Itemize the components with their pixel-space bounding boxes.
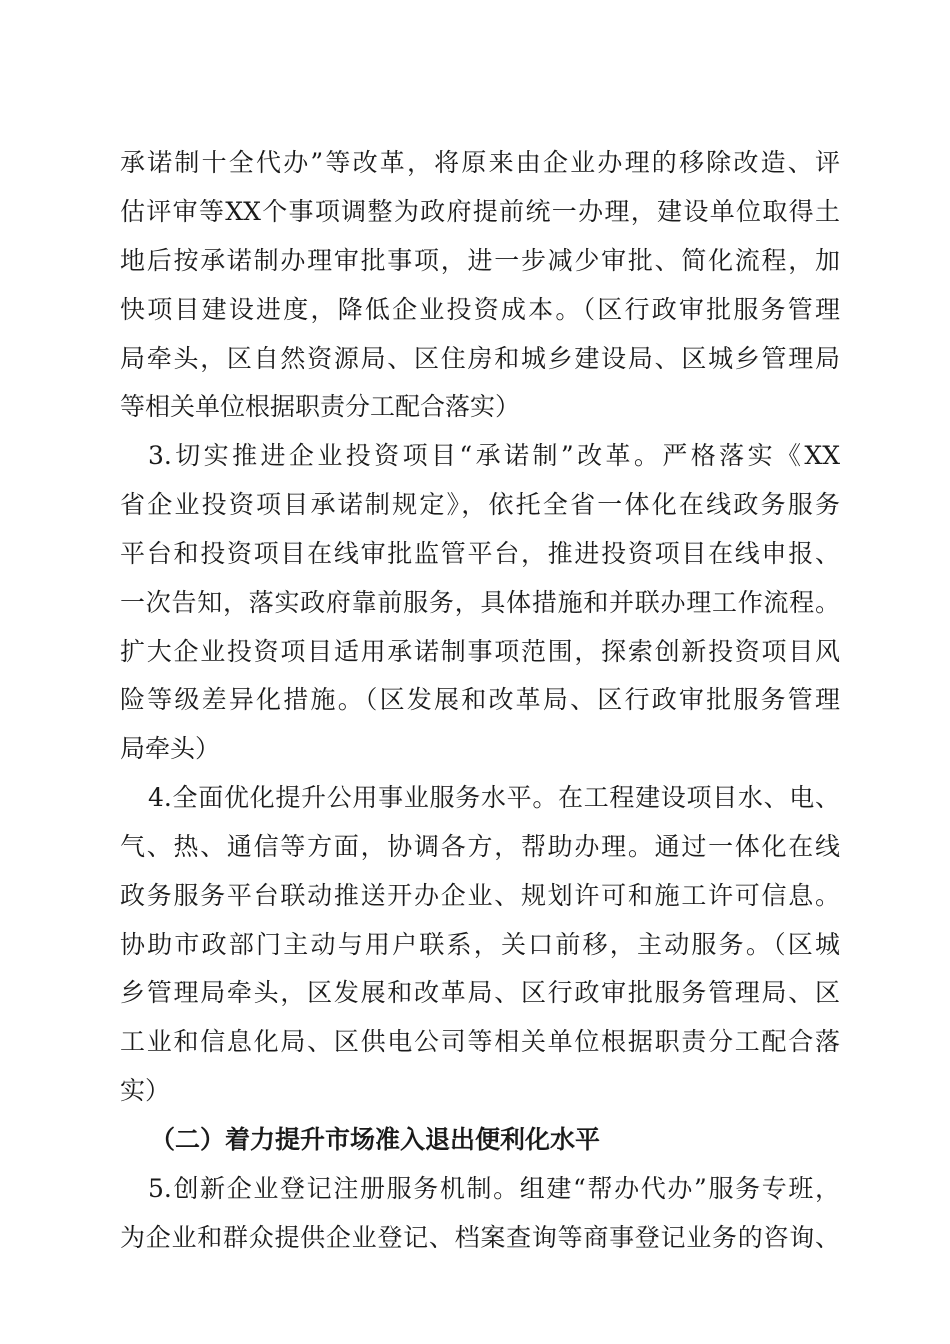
paragraph-3-line-2: 气、热、通信等方面，协调各方，帮助办理。通过一体化在线 [120, 832, 840, 861]
paragraph-2-line-1: 3.切实推进企业投资项目“承诺制”改革。严格落实《XX [148, 441, 840, 470]
section-heading: （二）着力提升市场准入退出便利化水平 [150, 1125, 601, 1154]
paragraph-4-line-1: 5.创新企业登记注册服务机制。组建“帮办代办”服务专班， [148, 1174, 840, 1203]
paragraph-3-line-4: 协助市政部门主动与用户联系，关口前移，主动服务。（区城 [120, 930, 840, 959]
paragraph-1-line-2: 估评审等XX个事项调整为政府提前统一办理，建设单位取得土 [120, 197, 840, 226]
paragraph-3-line-6: 工业和信息化局、区供电公司等相关单位根据职责分工配合落 [120, 1027, 840, 1056]
paragraph-2-line-5: 扩大企业投资项目适用承诺制事项范围，探索创新投资项目风 [120, 637, 840, 666]
paragraph-2-line-6: 险等级差异化措施。（区发展和改革局、区行政审批服务管理 [120, 685, 840, 714]
paragraph-3-line-3: 政务服务平台联动推送开办企业、规划许可和施工许可信息。 [120, 881, 840, 910]
paragraph-3-line-7: 实） [120, 1076, 171, 1105]
paragraph-1-line-4: 快项目建设进度，降低企业投资成本。（区行政审批服务管理 [120, 295, 840, 324]
paragraph-2-line-4: 一次告知，落实政府靠前服务，具体措施和并联办理工作流程。 [120, 588, 840, 617]
paragraph-1-line-3: 地后按承诺制办理审批事项，进一步减少审批、简化流程，加 [120, 246, 840, 275]
paragraph-2-line-2: 省企业投资项目承诺制规定》，依托全省一体化在线政务服务 [120, 490, 840, 519]
paragraph-4-line-2: 为企业和群众提供企业登记、档案查询等商事登记业务的咨询、 [120, 1223, 840, 1252]
paragraph-2-line-7: 局牵头） [120, 734, 221, 763]
paragraph-1-line-6: 等相关单位根据职责分工配合落实） [120, 392, 521, 421]
paragraph-3-line-1: 4.全面优化提升公用事业服务水平。在工程建设项目水、电、 [148, 783, 840, 812]
paragraph-1-line-5: 局牵头，区自然资源局、区住房和城乡建设局、区城乡管理局 [120, 344, 840, 373]
paragraph-1-line-1: 承诺制十全代办”等改革，将原来由企业办理的移除改造、评 [120, 148, 840, 177]
paragraph-2-line-3: 平台和投资项目在线审批监管平台，推进投资项目在线申报、 [120, 539, 840, 568]
paragraph-3-line-5: 乡管理局牵头，区发展和改革局、区行政审批服务管理局、区 [120, 978, 840, 1007]
